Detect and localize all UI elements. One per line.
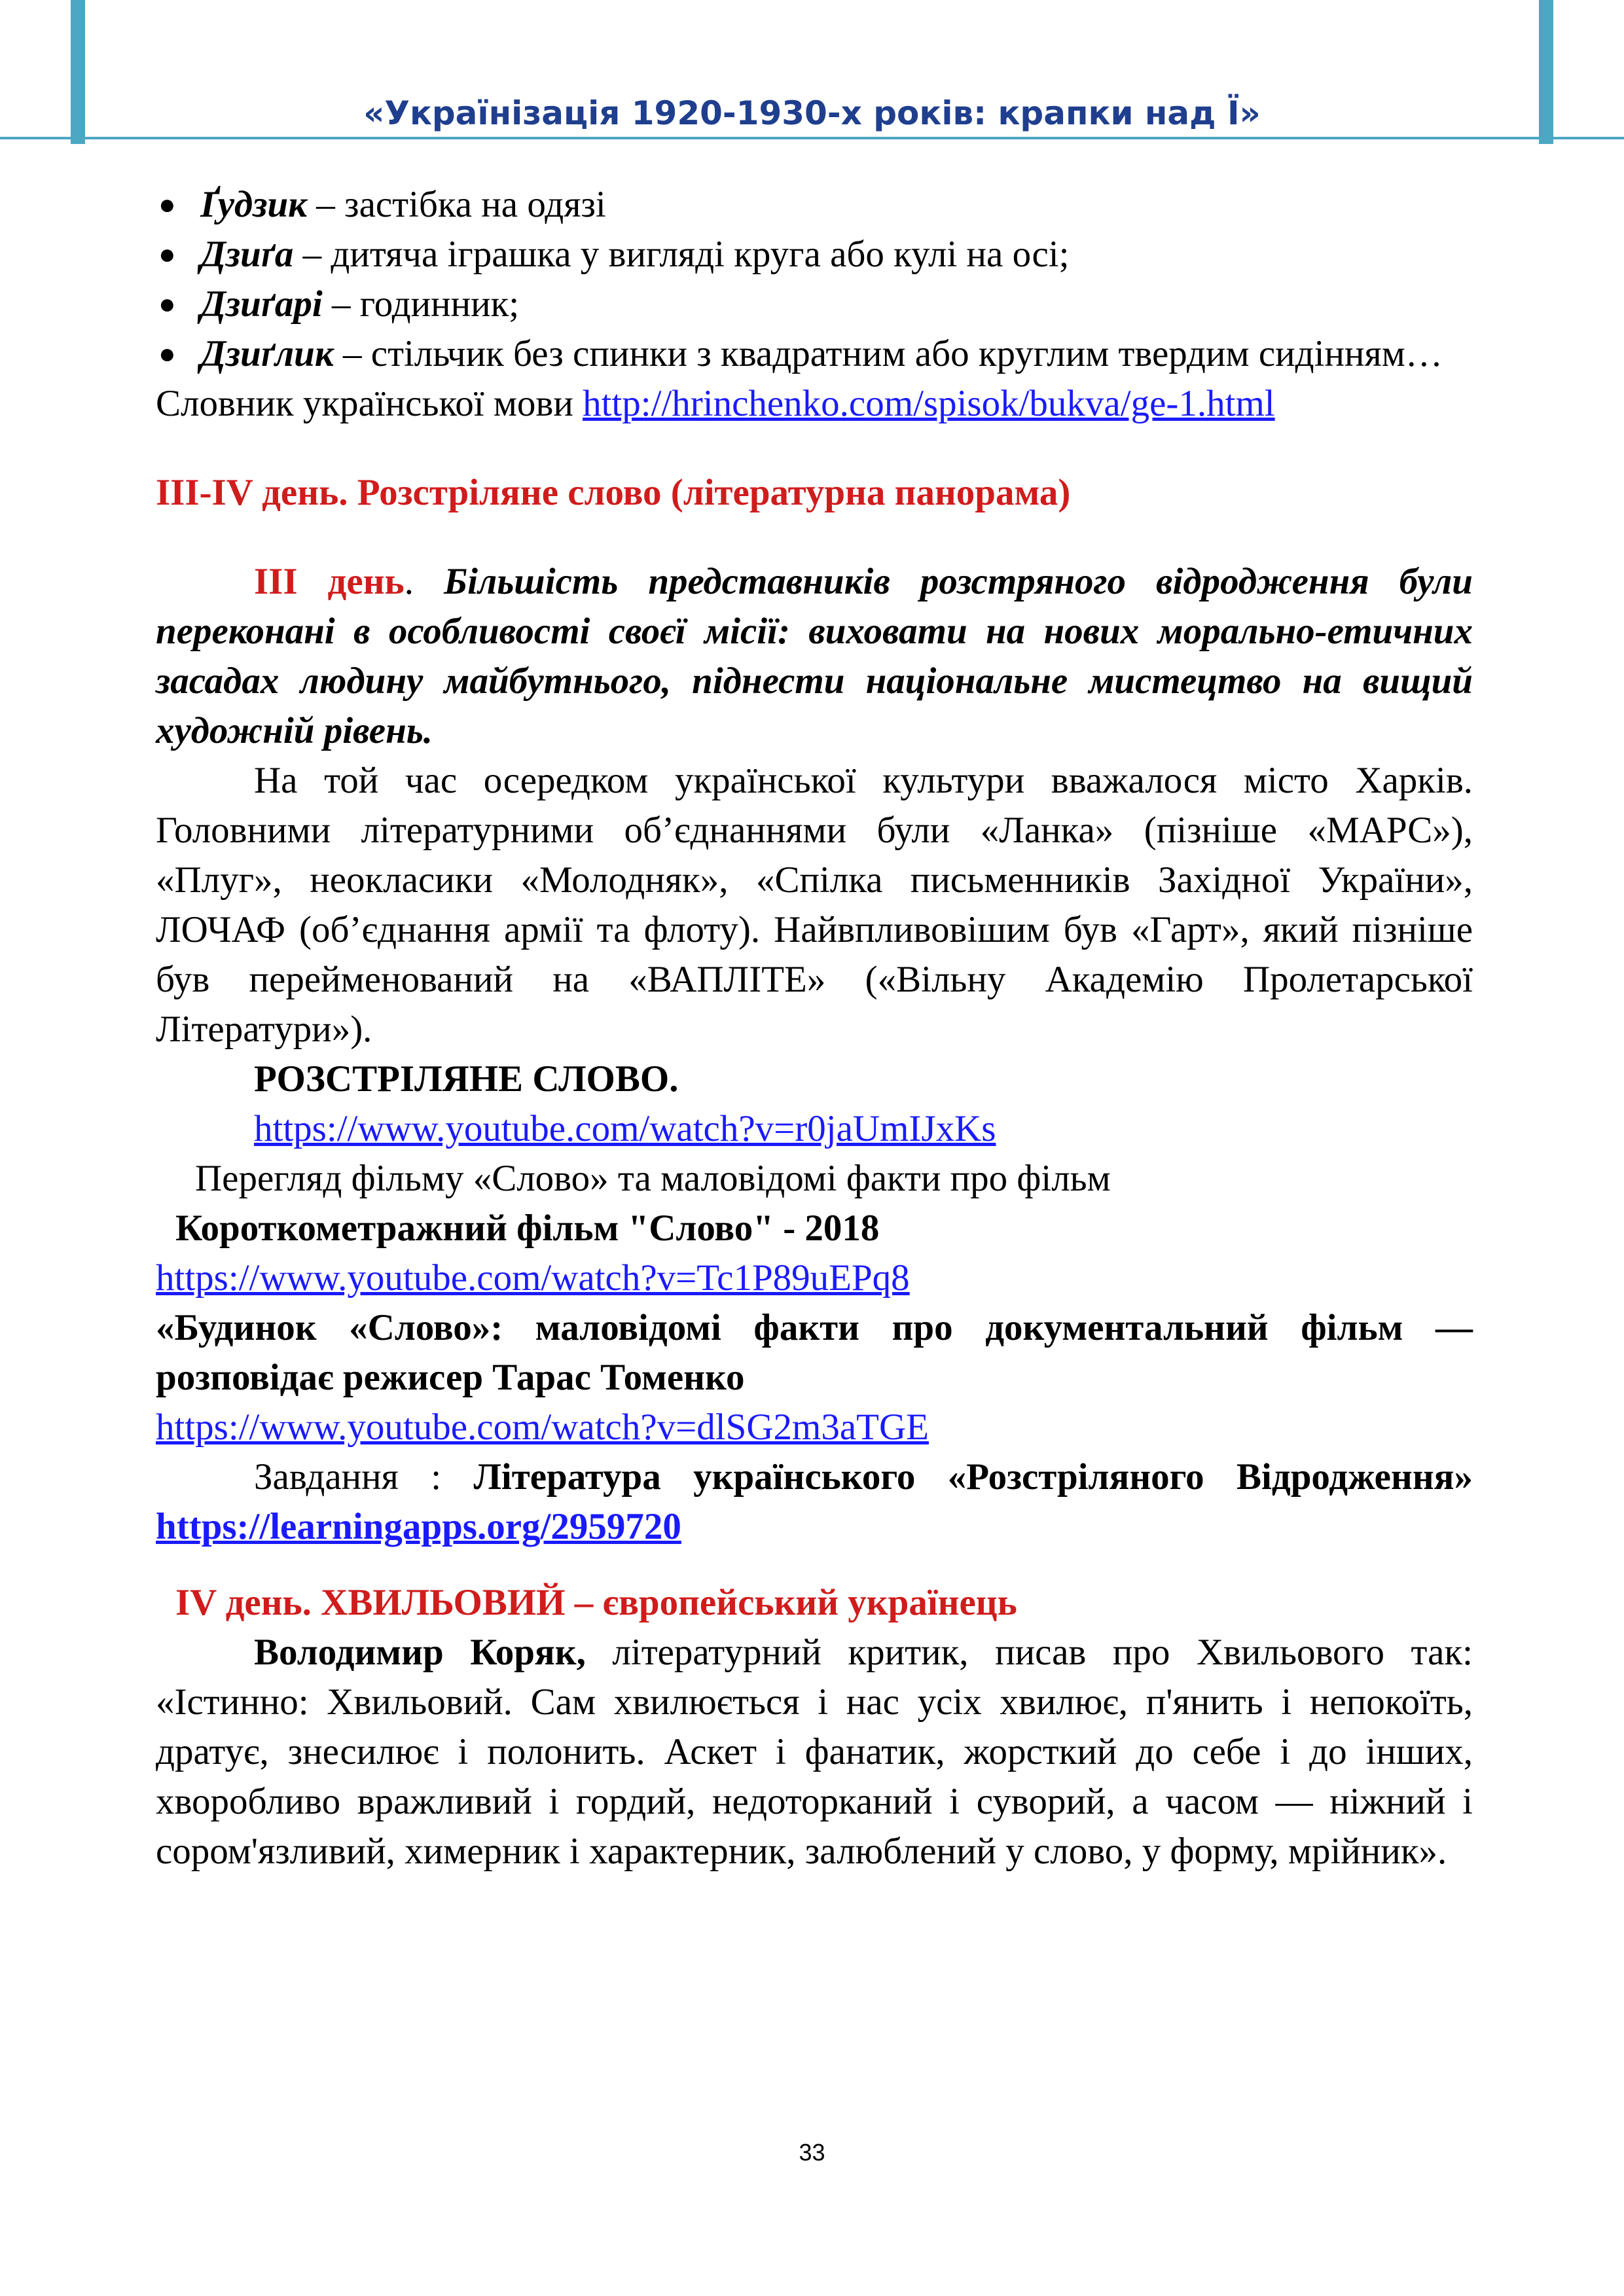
building-link-container	[156, 1403, 1473, 1452]
day3-thesis-text: Більшість представників розстряного відродження були переконані в особливості своєї місії: виховати на нових морально-етичних засадах людину майбутнього, піднести національне мистецтво на вищий художній рівень.	[156, 561, 1473, 751]
film-title: Короткометражний фільм "Слово" - 2018	[175, 1208, 880, 1249]
list-item	[156, 180, 1473, 230]
vocabulary-term: Дзиґа	[200, 234, 294, 275]
section-heading-day3-4: ІІІ-ІV день. Розстріляне слово (літературна панорама)	[156, 472, 1071, 513]
vocabulary-definition: – годинник;	[322, 283, 520, 325]
bullet-icon: ●	[158, 188, 176, 221]
film-link[interactable]: https://www.youtube.com/watch?v=Tc1P89uEPq8	[156, 1257, 910, 1299]
main-content	[156, 180, 1473, 1876]
video-link-container	[156, 1104, 1473, 1154]
section-heading-day4: ІV день. ХВИЛЬОВИЙ – європейський українець	[175, 1582, 1017, 1623]
vocabulary-term: Дзиґлик	[200, 333, 334, 374]
day3-thesis	[156, 557, 1473, 756]
task-label: Завдання :	[254, 1456, 474, 1498]
film-intro: Перегляд фільму «Слово» та маловідомі факти про фільм	[195, 1158, 1111, 1199]
spacer	[156, 518, 1473, 557]
task-paragraph	[156, 1452, 1473, 1552]
koriak-name: Володимир Коряк,	[254, 1632, 586, 1673]
list-item	[156, 230, 1473, 279]
bullet-icon: ●	[158, 238, 176, 270]
film-link-container	[156, 1253, 1473, 1303]
day3-separator: .	[404, 561, 444, 602]
dictionary-source	[156, 379, 1473, 429]
dictionary-label: Словник української мови	[156, 383, 583, 424]
spacer	[156, 429, 1473, 468]
vocabulary-term: Дзиґарі	[200, 283, 323, 325]
running-header-title: «Українізація 1920-1930-х років: крапки над Ї»	[363, 94, 1261, 132]
list-item	[156, 329, 1473, 379]
task-title: Література українського «Розстріляного Відродження»	[473, 1456, 1473, 1498]
video-title-rozstriliane-slovo: РОЗСТРІЛЯНЕ СЛОВО.	[254, 1058, 679, 1100]
bullet-icon: ●	[158, 288, 176, 320]
dictionary-link[interactable]: http://hrinchenko.com/spisok/bukva/ge-1.html	[583, 383, 1275, 424]
video-link-rozstriliane-slovo[interactable]: https://www.youtube.com/watch?v=r0jaUmIJxKs	[254, 1108, 996, 1149]
building-title: «Будинок «Слово»: маловідомі факти про документальний фільм — розповідає режисер Тарас Томенко	[156, 1307, 1473, 1398]
koriak-quote-text: літературний критик, писав про Хвильового так: «Істинно: Хвильовий. Сам хвилюється і нас усіх хвилює, п'янить і непокоїть, дратує, знесилює і полонить. Аскет і фанатик, жорсткий до себе і до інших, хворобливо вражливий і гордий, недоторканий і суворий, а часом — ніжний і сором'язливий, химерник і характерник, залюблений у слово, у форму, мрійник».	[156, 1632, 1473, 1872]
vocabulary-list	[156, 180, 1473, 379]
task-link[interactable]: https://learningapps.org/2959720	[156, 1506, 681, 1547]
building-link[interactable]: https://www.youtube.com/watch?v=dlSG2m3aTGE	[156, 1407, 929, 1448]
spacer	[156, 1552, 1473, 1578]
day3-label: ІІІ день	[254, 561, 405, 602]
header-rule	[0, 137, 1624, 139]
koriak-quote-paragraph	[156, 1628, 1473, 1876]
bullet-icon: ●	[158, 338, 176, 370]
vocabulary-definition: – дитяча іграшка у вигляді круга або кулі на осі;	[293, 234, 1070, 275]
vocabulary-definition: – застібка на одязі	[307, 184, 606, 225]
list-item	[156, 279, 1473, 329]
page-number: 33	[799, 2139, 825, 2166]
vocabulary-term: Ґудзик	[200, 184, 308, 225]
literary-groups-paragraph: На той час осередком української культури вважалося місто Харків. Головними літературними об’єднаннями були «Ланка» (пізніше «МАРС»), «Плуг», неокласики «Молодняк», «Спілка письменників Західної України», ЛОЧАФ (об’єднання армії та флоту). Найвпливовішим був «Гарт», який пізніше був перейменований на «ВАПЛІТЕ» («Вільну Академію Пролетарської Літератури»).	[156, 760, 1473, 1050]
vocabulary-definition: – стільчик без спинки з квадратним або круглим твердим сидінням…	[333, 333, 1443, 374]
